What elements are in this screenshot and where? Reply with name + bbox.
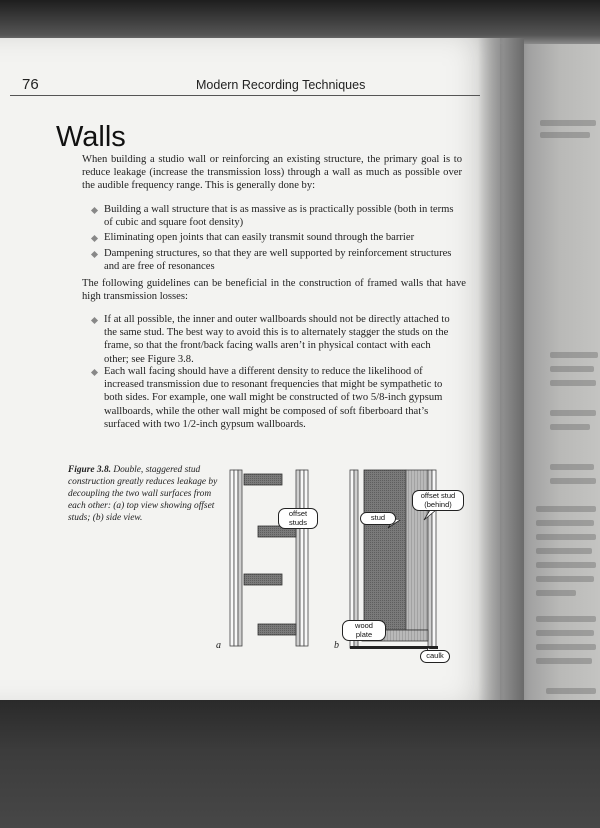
figure-label: Figure 3.8. — [68, 465, 111, 475]
section-title: Walls — [56, 121, 126, 153]
intro-paragraph: When building a studio wall or reinforcing an existing structure, the primary goal is to reduce leakage (increase the transmission loss) through a wall as much as possible over the audible frequency range. This is generally done by: — [82, 154, 462, 192]
list-item: If at all possible, the inner and outer wallboards should not be directly attached to the same stud. The best way to avoid this is to alternately stagger the studs on the frame, so that the front/back facing walls aren’t in physical contact with each other; see Figure 3.8. — [104, 314, 450, 365]
list-item: Each wall facing should have a different density to reduce the likelihood of increased transmission due to resonant frequencies that might be sympathetic to both sides. For example, one wall might be constructed of two 5/8-inch gypsum wallboards, while the other wall might be composed of soft fiberboard that’s surfaced with two 1/2-inch gypsum wallboards. — [104, 366, 443, 430]
bottom-shadow — [0, 700, 600, 828]
callout-wood-plate: wood plate — [342, 620, 386, 641]
figure-view-a-label: a — [216, 640, 221, 651]
list-item: Dampening structures, so that they are well supported by reinforcement structures and are free of resonances — [104, 248, 452, 273]
figure-view-b-label: b — [334, 640, 339, 651]
figure-caption — [68, 464, 224, 524]
callout-caulk: caulk — [420, 650, 450, 663]
page-gutter — [478, 38, 524, 704]
list-item: Eliminating open joints that can easily transmit sound through the barrier — [104, 232, 415, 243]
callout-stud: stud — [360, 512, 396, 525]
guidelines-paragraph: The following guidelines can be beneficial in the construction of framed walls that have high transmission losses: — [82, 278, 466, 303]
view-a-top-view — [230, 470, 308, 646]
figure-caption-text: Double, staggered stud construction greatly reduces leakage by decoupling the two wall surfaces from each other: (a) top view showing offset studs; (b) side view. — [68, 465, 218, 523]
callout-offset-stud-behind: offset stud (behind) — [412, 490, 464, 511]
page-number: 76 — [22, 76, 39, 93]
list-item: Building a wall structure that is as massive as is practically possible (both in terms of cubic and square foot density) — [104, 204, 454, 229]
header-rule — [10, 95, 480, 96]
callout-offset-studs: offset studs — [278, 508, 318, 529]
running-head: Modern Recording Techniques — [196, 78, 366, 92]
figure-3-8 — [216, 464, 462, 664]
